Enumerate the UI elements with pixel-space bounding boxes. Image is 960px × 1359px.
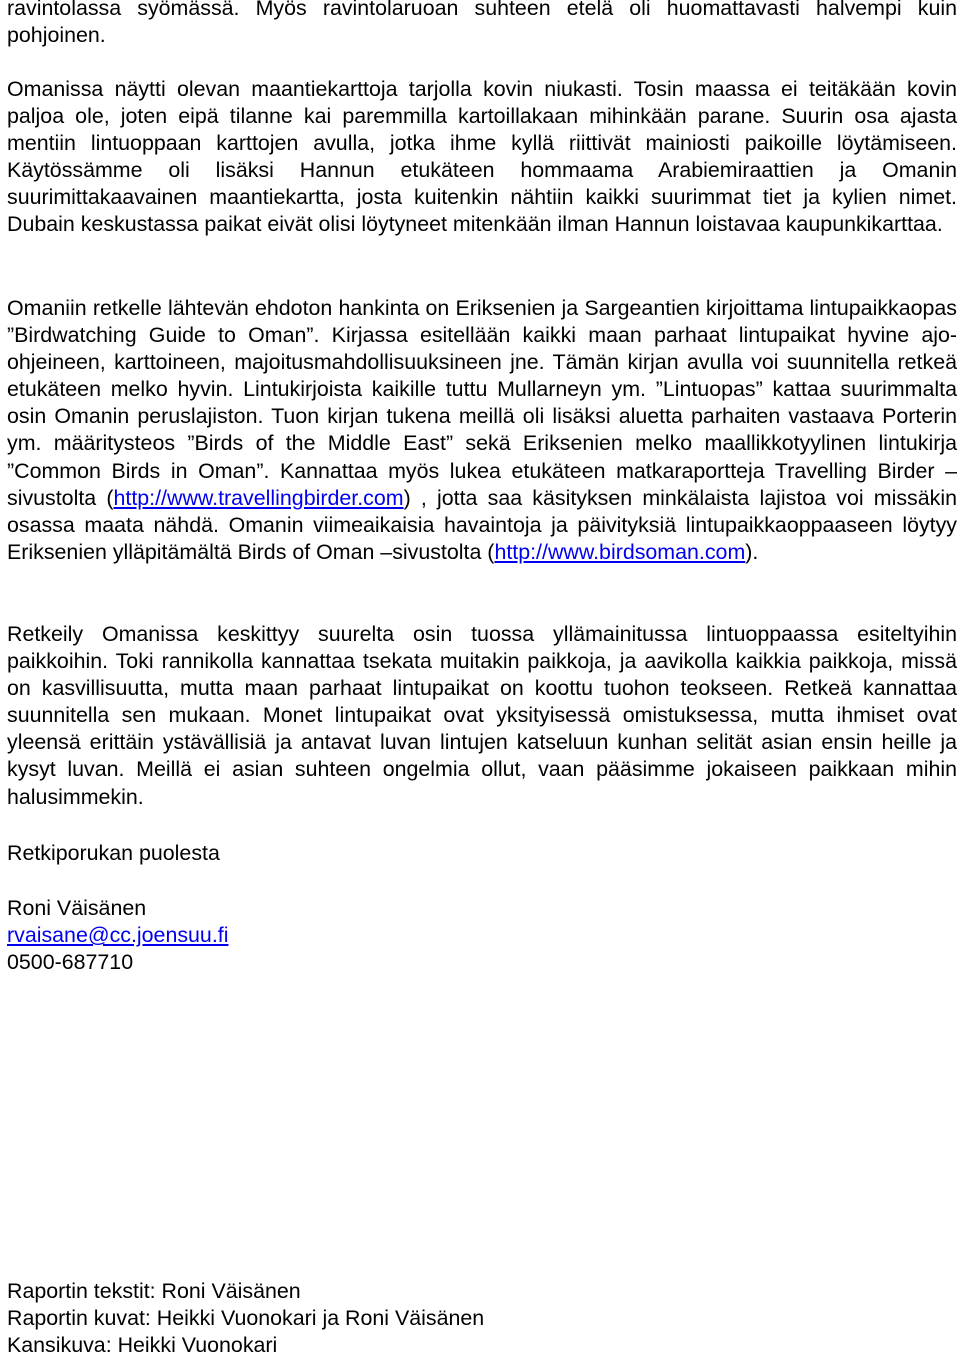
- credits-block: [7, 1278, 484, 1359]
- credit-photos: Raportin kuvat: Heikki Vuonokari ja Roni Väisänen: [7, 1306, 485, 1331]
- paragraph-road-maps: Omanissa näytti olevan maantiekarttoja tarjolla kovin niukasti. Tosin maassa ei teitäkään kovin paljoa ole, joten eipä tilanne kai paremmilla kartoillakaan mihinkään parane. Suurin osa ajasta mentiin lintuoppaan karttojen avulla, jotka ihme kyllä riittivät mainiosti paikoille löytämiseen. Käytössämme oli lisäksi Hannun etukäteen hommaama Arabiemiraattien ja Omanin suurimittakaavainen maantiekartta, josta kuitenkin nähtiin kaikki suurimmat tiet ja kylien nimet. Dubain keskustassa paikat eivät olisi löytyneet mitenkään ilman Hannun loistavaa kaupunkikarttaa.: [7, 77, 957, 237]
- paragraph-birding-sites: Retkeily Omanissa keskittyy suurelta osin tuossa yllämainitussa lintuoppaassa esiteltyihin paikkoihin. Toki rannikolla kannattaa tsekata muitakin paikkoja, ja aavikolla kaikkia paikkoja, missä on kasvillisuutta, mutta maan parhaat lintupaikat on koottu tuohon teokseen. Retkeä kannattaa suunnitella sen mukaan. Monet lintupaikat ovat yksityisessä omistuksessa, mutta ihmiset ovat yleensä erittäin ystävällisiä ja antavat luvan lintujen katseluun kunhan selität asian ensin heille ja kysyt luvan. Meillä ei asian suhteen ongelmia ollut, vaan pääsimme jokaiseen paikkaan mihin halusimmekin.: [7, 622, 957, 809]
- guidebooks-text-end: ).: [745, 539, 759, 564]
- guidebooks-text-middle: ) , jotta saa käsityksen minkälaista lajistoa voi missäkin osassa maata nähdä. Omanin viimeaikaisia havaintoja ja päivityksiä lintupaikkaoppaaseen löytyy Eriksenien ylläpitämältä Birds of Oman –sivustolta (: [7, 485, 957, 564]
- signature-email-link[interactable]: rvaisane@cc.joensuu.fi: [7, 923, 229, 948]
- birdsoman-link[interactable]: http://www.birdsoman.com: [494, 539, 746, 564]
- guidebooks-text-start: Omaniin retkelle lähtevän ehdoton hankinta on Eriksenien ja Sargeantien kirjoittama lintupaikkaopas ”Birdwatching Guide to Oman”. Kirjassa esitellään kaikki maan parhaat lintupaikat hyvine ajo-ohjeineen, karttoineen, majoitusmahdollisuuksineen jne. Tämän kirjan avulla voi suunnitella retkeä etukäteen melko hyvin. Lintukirjoista kaikille tuttu Mullarneyn ym. ”Lintuopas” kattaa suurimmalta osin Omanin peruslajiston. Tuon kirjan tukena meillä oli lisäksi aluetta parhaiten vastaava Porterin ym. määritysteos ”Birds of the Middle East” sekä Eriksenien melko maallikkotyylinen lintukirja ”Common Birds in Oman”. Kannattaa myös lukea etukäteen matkaraportteja Travelling Birder –sivustolta (: [7, 296, 957, 510]
- travellingbirder-link[interactable]: http://www.travellingbirder.com: [113, 485, 404, 510]
- signature-block: [7, 895, 228, 976]
- greeting-line: Retkiporukan puolesta: [7, 841, 220, 865]
- credit-text: Raportin tekstit: Roni Väisänen: [7, 1279, 301, 1303]
- signature-phone: 0500-687710: [7, 950, 134, 975]
- credit-cover: Kansikuva: Heikki Vuonokari: [7, 1333, 278, 1358]
- signature-name: Roni Väisänen: [7, 896, 147, 920]
- signature-email-line: [7, 922, 228, 949]
- paragraph-restaurant-prices: ravintolassa syömässä. Myös ravintolaruoan suhteen etelä oli huomattavasti halvempi kuin pohjoinen.: [7, 0, 957, 48]
- paragraph-guidebooks: [7, 295, 957, 566]
